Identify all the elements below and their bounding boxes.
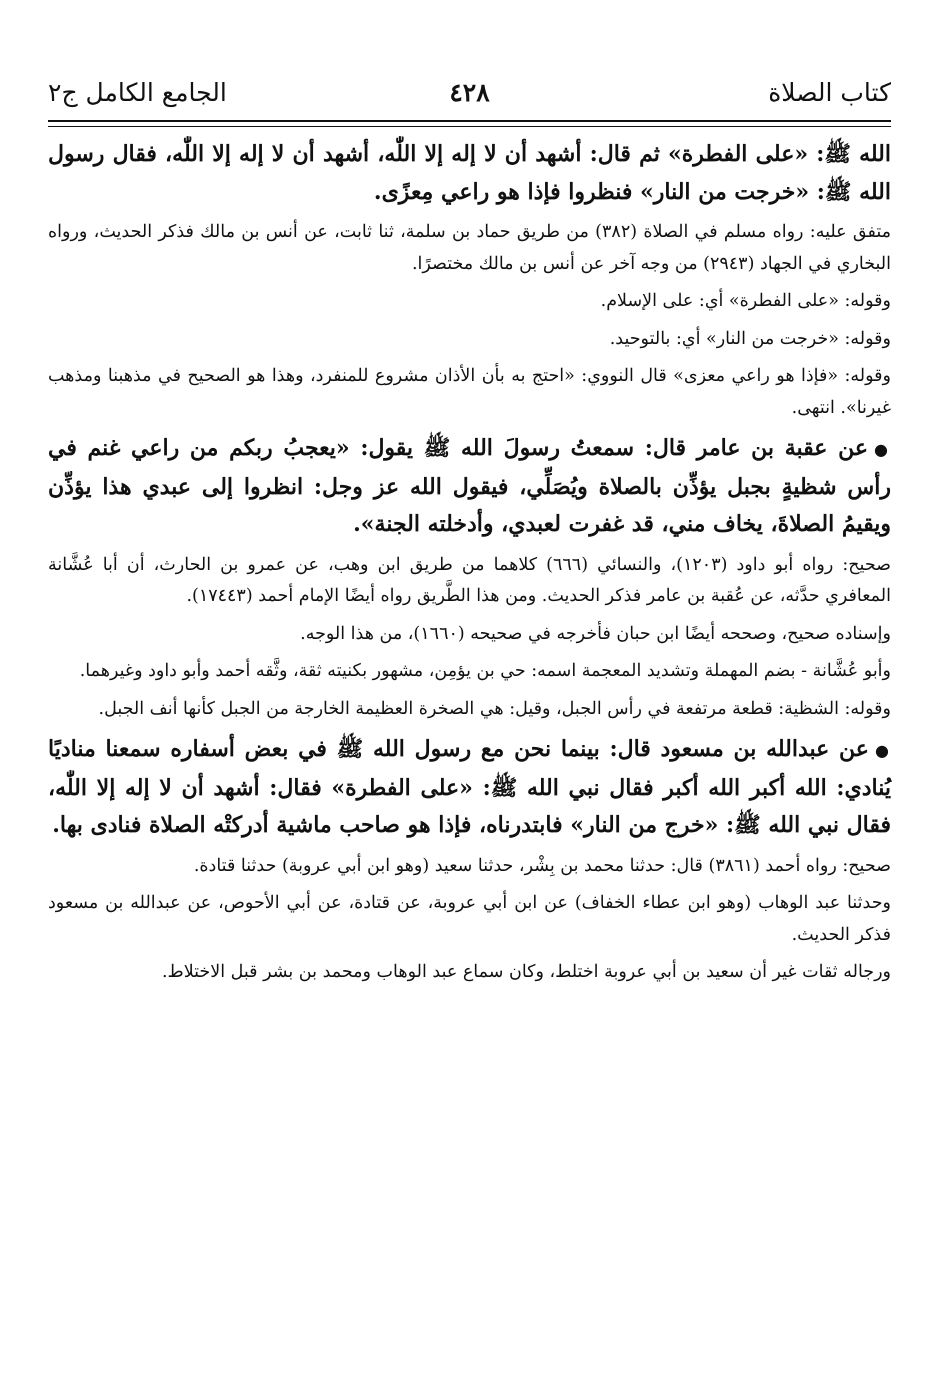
commentary-text: وقوله: «فإذا هو راعي معزى» قال النووي: «احتج به بأن الأذان مشروع للمنفرد، وهذا هو الصحيح في مذهبنا ومذهب غيرنا». انتهى. bbox=[48, 366, 891, 418]
page-number: ٤٢٨ bbox=[449, 78, 490, 107]
bullet-icon: ● bbox=[874, 440, 891, 459]
commentary-text: متفق عليه: رواه مسلم في الصلاة (٣٨٢) من طريق حماد بن سلمة، ثنا ثابت، عن أنس بن مالك فذكر الحديث، ورواه البخاري في الجهاد (٢٩٤٣) من وجه آخر عن أنس بن مالك مختصرًا. bbox=[48, 222, 891, 274]
book-title: كتاب الصلاة bbox=[768, 78, 891, 107]
running-header bbox=[48, 78, 891, 118]
commentary-text: ورجاله ثقات غير أن سعيد بن أبي عروبة اختلط، وكان سماع عبد الوهاب ومحمد بن بشر قبل الاختلاط. bbox=[161, 962, 891, 982]
commentary-text: وحدثنا عبد الوهاب (وهو ابن عطاء الخفاف) عن ابن أبي عروبة، عن قتادة، عن أبي الأحوص، عن عبدالله بن مسعود فذكر الحديث. bbox=[48, 893, 891, 945]
volume-title: الجامع الكامل ج٢ bbox=[48, 78, 227, 107]
header-rule-thin bbox=[48, 126, 891, 127]
commentary-text: صحيح: رواه أبو داود (١٢٠٣)، والنسائي (٦٦٦) كلاهما من طريق ابن وهب، عن عمرو بن الحارث، أن أبا عُشَّانة المعافري حدَّثه، عن عُقبة بن عامر فذكر الحديث. ومن هذا الطَّريق رواه أيضًا الإمام أحمد (١٧٤٤٣). bbox=[48, 554, 891, 606]
hadith-text: الله ﷺ: «على الفطرة» ثم قال: أشهد أن لا إله إلا اللّٰه، أشهد أن لا إله إلا اللّٰه، فقال رسول الله ﷺ: «خرجت من النار» فنظروا فإذا هو راعي مِعزًى. bbox=[48, 141, 891, 205]
hadith-text: ●عن عقبة بن عامر قال: سمعتُ رسولَ الله ﷺ يقول: «يعجبُ ربكم من راعي غنم في رأس شظيةٍ بجبل يؤذِّن بالصلاة ويُصَلِّي، فيقول الله عز وجل: انظروا إلى عبدي هذا يؤذِّن ويقيمُ الصلاةَ، يخاف مني، قد غفرت لعبدي، وأدخلته الجنة». bbox=[48, 435, 891, 537]
bullet-icon: ● bbox=[874, 741, 891, 760]
commentary-text: وإسناده صحيح، وصححه أيضًا ابن حبان فأخرجه في صحيحه (١٦٦٠)، من هذا الوجه. bbox=[300, 623, 891, 644]
commentary-text: وأبو عُشَّانة - بضم المهملة وتشديد المعجمة اسمه: حي بن يؤمِن، مشهور بكنيته ثقة، وثَّقه أحمد وأبو داود وغيرهما. bbox=[79, 661, 891, 681]
header-rule-thick bbox=[48, 120, 891, 122]
commentary-text: وقوله: «على الفطرة» أي: على الإسلام. bbox=[600, 291, 891, 311]
hadith-text: ●عن عبدالله بن مسعود قال: بينما نحن مع رسول الله ﷺ في بعض أسفاره سمعنا مناديًا يُنادي: الله أكبر الله أكبر فقال نبي الله ﷺ: «على الفطرة» فقال: أشهد أن لا إله إلا اللّٰه، فقال نبي الله ﷺ: «خرج من النار» فابتدرناه، فإذا هو صاحب ماشية أدركتْه الصلاة فنادى بها. bbox=[48, 736, 892, 838]
commentary-text: وقوله: الشظية: قطعة مرتفعة في رأس الجبل، وقيل: هي الصخرة العظيمة الخارجة من الجبل كأنها أنف الجبل. bbox=[98, 698, 891, 719]
commentary-text: وقوله: «خرجت من النار» أي: بالتوحيد. bbox=[609, 328, 891, 349]
commentary-text: صحيح: رواه أحمد (٣٨٦١) قال: حدثنا محمد بن بِشْر، حدثنا سعيد (وهو ابن أبي عروبة) حدثنا قتادة. bbox=[193, 855, 891, 876]
page-body bbox=[48, 136, 891, 995]
